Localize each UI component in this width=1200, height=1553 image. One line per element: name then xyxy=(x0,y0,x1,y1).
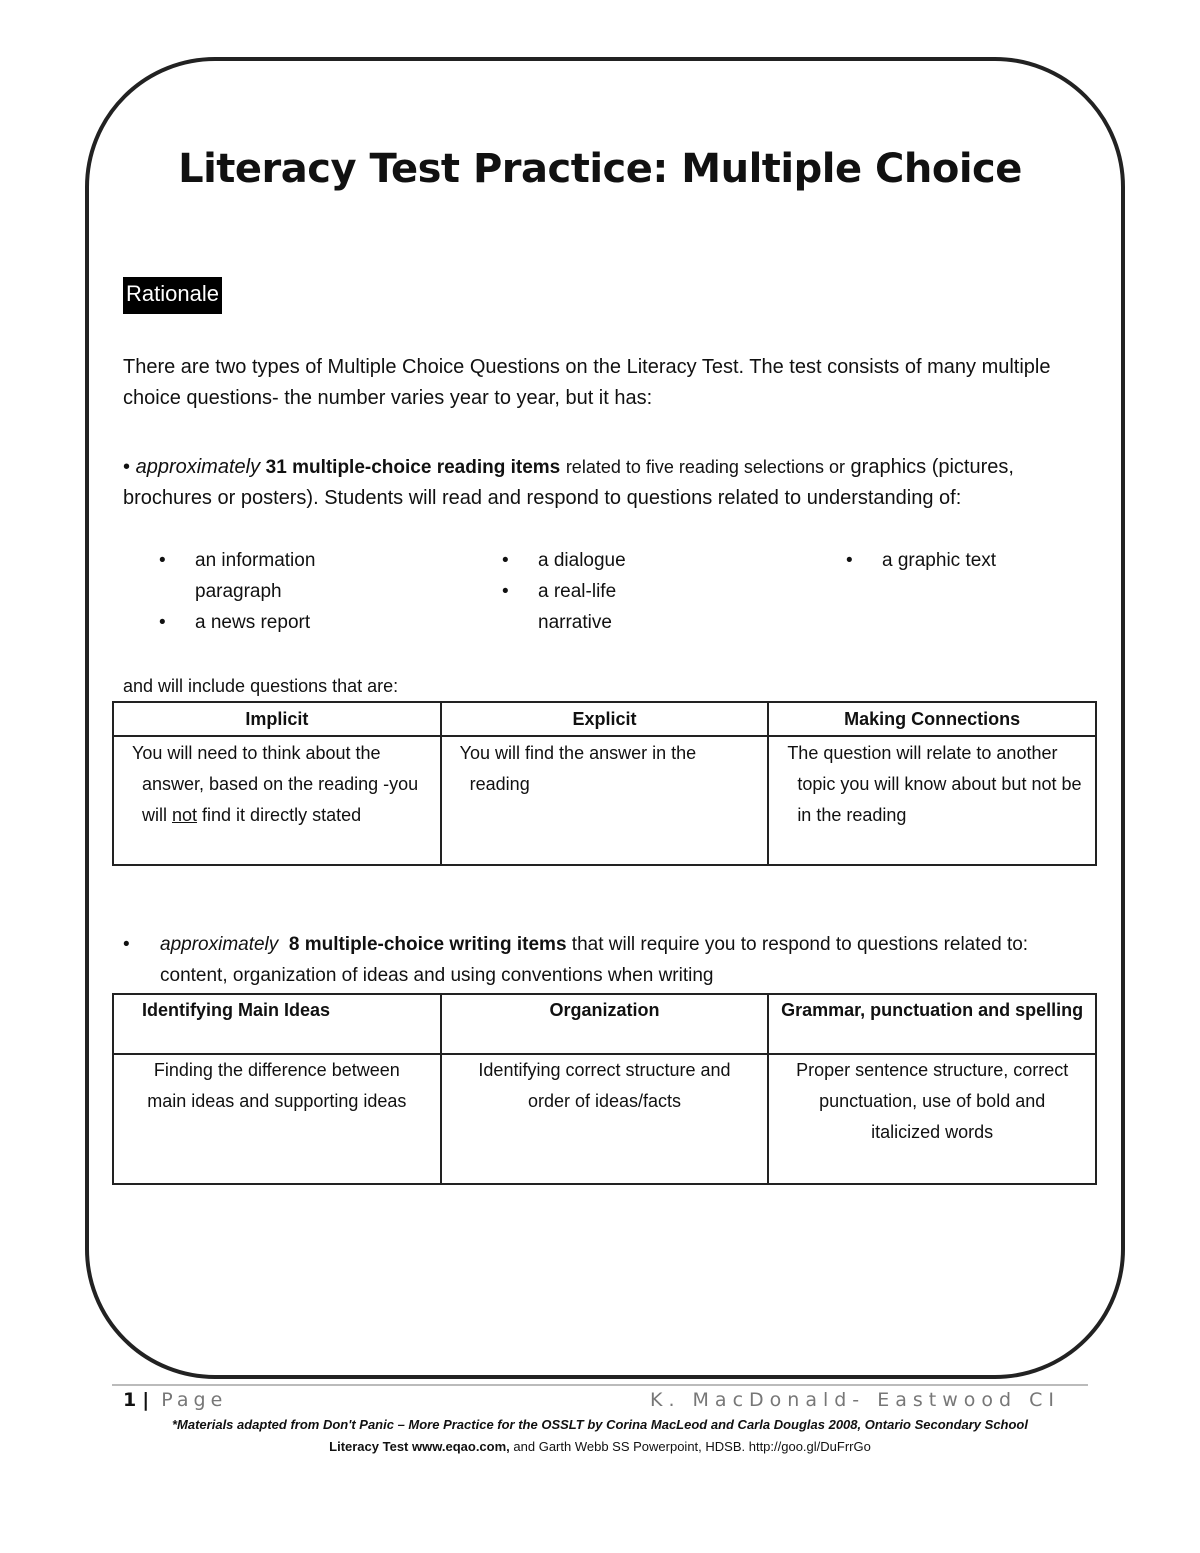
citation-line-2 xyxy=(0,1436,1200,1458)
header-grammar: Grammar, punctuation and spelling xyxy=(768,994,1096,1054)
list-item: • a real-life narrative xyxy=(502,576,662,638)
question-types-table xyxy=(112,701,1097,866)
header-explicit: Explicit xyxy=(441,702,769,736)
underlined-word: not xyxy=(172,805,198,825)
table-header-row xyxy=(113,994,1096,1054)
list-item: • an information paragraph xyxy=(159,545,359,607)
bullet: • xyxy=(123,456,131,478)
header-organization: Organization xyxy=(441,994,769,1054)
cell-text: You will find the answer in the reading xyxy=(459,743,697,794)
footer-divider xyxy=(112,1384,1088,1386)
qualifier: approximately xyxy=(160,934,279,955)
page-title: Literacy Test Practice: Multiple Choice xyxy=(178,146,1022,192)
citation-url: www.eqao.com, xyxy=(412,1439,510,1454)
question-types-intro: and will include questions that are: xyxy=(123,676,399,696)
section-heading-rationale: Rationale xyxy=(123,277,222,314)
list-item: • a news report xyxy=(159,607,359,638)
cell-implicit xyxy=(113,736,441,865)
list-item: • a dialogue xyxy=(502,545,662,576)
page-number xyxy=(123,1389,227,1411)
cell-text: The question will relate to another topic you will know about but not be in the reading xyxy=(787,743,1082,825)
intro-paragraph: There are two types of Multiple Choice Questions on the Literacy Test. The test consists of many multiple choice questions- the number varies year to year, but it has: xyxy=(123,356,1051,409)
cell-grammar: Proper sentence structure, correct punctuation, use of bold and italicized words xyxy=(768,1054,1096,1184)
cell-organization: Identifying correct structure and order of ideas/facts xyxy=(441,1054,769,1184)
cell-text: find it directly stated xyxy=(197,805,362,825)
table-row xyxy=(113,1054,1096,1184)
cell-main-ideas: Finding the difference between main ideas and supporting ideas xyxy=(113,1054,441,1184)
table-header-row xyxy=(113,702,1096,736)
reading-items-paragraph xyxy=(123,452,1083,514)
writing-skills-table xyxy=(112,993,1097,1185)
writing-items-text: that will require you to respond to questions related to: content, organization of ideas and using conventions when writing xyxy=(160,934,1029,986)
page-separator: | xyxy=(142,1389,150,1411)
reading-types-column-3 xyxy=(846,545,1066,576)
reading-types-column-1 xyxy=(159,545,359,638)
writing-items-label: 8 multiple-choice writing items xyxy=(288,934,567,955)
reading-items-text-rest: graphics (pictures, brochures or posters). Students will read and respond to questions related to understanding of: xyxy=(123,456,1014,509)
page-number-value: 1 xyxy=(123,1389,137,1411)
reading-items-text: related to five reading selections or xyxy=(565,457,845,477)
page-label: Page xyxy=(161,1389,228,1411)
cell-explicit xyxy=(441,736,769,865)
cell-making-connections xyxy=(768,736,1096,865)
cell-text: You will need to think about the answer, based on the reading -you will xyxy=(132,743,419,825)
citation-bold: Literacy Test xyxy=(329,1439,409,1454)
header-making-connections: Making Connections xyxy=(768,702,1096,736)
footer-author: K. MacDonald- Eastwood CI xyxy=(650,1389,1060,1411)
citation-rest: and Garth Webb SS Powerpoint, HDSB. http://goo.gl/DuFrrGo xyxy=(513,1439,871,1454)
table-row xyxy=(113,736,1096,865)
bullet: • xyxy=(123,934,130,955)
reading-types-column-2 xyxy=(502,545,662,638)
header-implicit: Implicit xyxy=(113,702,441,736)
header-main-ideas: Identifying Main Ideas xyxy=(113,994,441,1054)
reading-items-label: 31 multiple-choice reading items xyxy=(265,457,561,478)
qualifier: approximately xyxy=(135,456,261,478)
citation-line-1: *Materials adapted from Don't Panic – More Practice for the OSSLT by Corina MacLeod and Carla Douglas 2008, Ontario Secondary School xyxy=(171,1417,1028,1432)
list-item: • a graphic text xyxy=(846,545,1066,576)
